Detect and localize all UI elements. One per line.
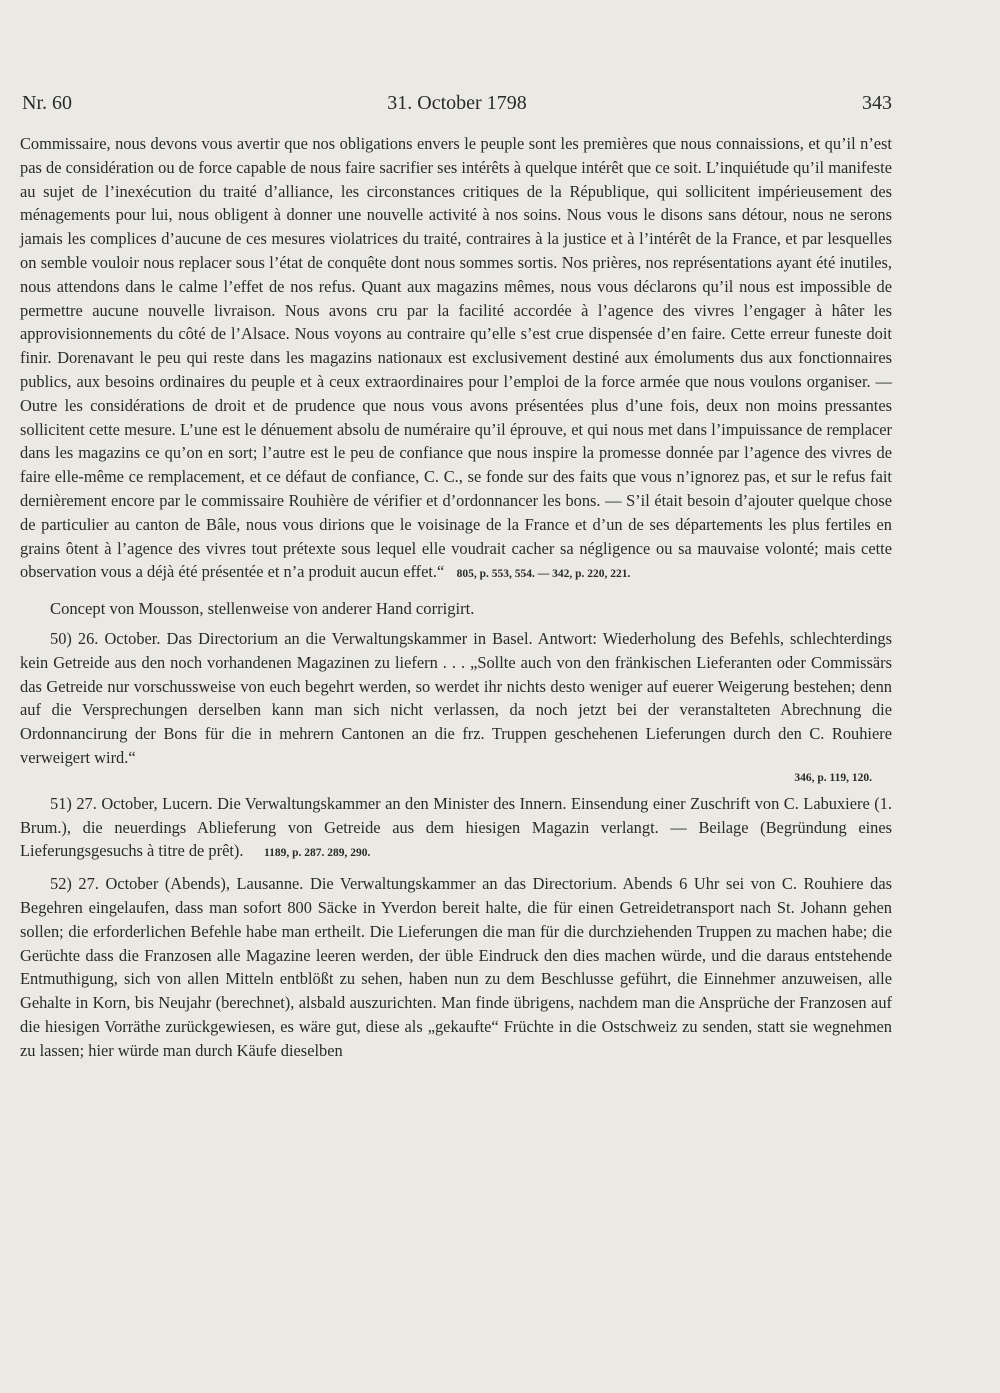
letter-text: Commissaire, nous devons vous avertir que nos obligations envers le peuple sont les premières que nous connaissions, et qu’il n’est pas de considération ou de force capable de nous faire sacrifier ses intérêts à quelque intérêt que ce soit. L’inquiétude qu’il manifeste au sujet de l’inexécution du traité d’alliance, les circonstances critiques de la République, qui sollicitent impérieusement des ménagements pour lui, nous obligent à donner une nouvelle activité à nos soins. Nous vous le disons sans détour, nous ne serons jamais les complices d’aucune de ces mesures violatrices du traité, contraires à la justice et à l’intérêt de la France, et par lesquelles on semble vouloir nous replacer sous l’état de conquête dont nous sommes sortis. Nos prières, nos représentations ayant été inutiles, nous attendons dans le calme l’effet de nos refus. Quant aux magazins mêmes, nous vous déclarons qu’il nous est impossible de permettre aucune nouvelle livraison. Nous avons cru par la facilité accordée à l’agence des vivres l’engager à hâter les approvisionnements du côté de l’Alsace. Nous voyons au contraire qu’elle s’est crue dispensée d’en faire. Cette erreur funeste doit finir. Dorenavant le peu qui reste dans les magazins nationaux est exclusivement destiné aux émoluments dus aux fonctionnaires publics, aux besoins ordinaires du peuple et à ceux extraordinaires pour l’emploi de la force armée que nous voulons organiser. — Outre les considérations de droit et de prudence que nous vous avons présentées plus d’une fois, deux non moins pressantes sollicitent cette mesure. L’une est le dénuement absolu de numéraire qu’il éprouve, et qui nous met dans l’impuissance de remplacer dans les magazins ce qu’on en sort; l’autre est le peu de confiance que nous inspire la promesse donnée par l’agence des vivres de faire elle-même ce remplacement, et ce défaut de confiance, C. C., se fonde sur des faits que vous n’ignorez pas, et sur le refus fait dernièrement encore par le commissaire Rouhière de vérifier et d’ordonnancer les bons. — S’il était besoin d’ajouter quelque chose de particulier au canton de Bâle, nous vous dirions que le voisinage de la France et d’un de ses départements les plus fertiles en grains ôtent à l’agence des vivres tout prétexte sous lequel elle voudrait cacher sa négligence ou sa mauvaise volonté; mais cette observation vous a déjà été présentée et n’a produit aucun effet.“ [20,134,892,582]
document-number: Nr. 60 [22,92,72,114]
entry-51-reference: 1189, p. 287. 289, 290. [263,847,371,860]
entry-52: 52) 27. October (Abends), Lausanne. Die Verwaltungskammer an das Directorium. Abends 6 Uhr sei von C. Rouhiere das Begehren eingelaufen, dass man sofort 800 Säcke in Yverdon bereit halte, die für einen Getreidetransport nach St. Johann gehen sollen; die erforderlichen Befehle habe man ertheilt. Die Lieferungen die man für die durchziehenden Truppen zu machen habe; die Gerüchte dass die Franzosen alle Magazine leeren werden, der üble Eindruck den dies machen würde, und die daraus entstehende Entmuthigung, sich von allen Mitteln entblößt zu sehen, haben nun zu dem Beschlusse geführt, die Einnehmer anzuweisen, alle Gehalte in Korn, bis Neujahr (berechnet), alsbald auszurichten. Man finde übrigens, nachdem man die Ansprüche der Franzosen auf die hiesigen Vorräthe zurückgewiesen, es wäre gut, diese als „gekaufte“ Früchte in die Ostschweiz zu senden, statt sie wegnehmen zu lassen; hier würde man durch Käufe dieselben [20,874,892,1060]
concept-note: Concept von Mousson, stellenweise von anderer Hand corrigirt. [50,599,475,619]
header-date: 31. October 1798 [387,92,527,114]
page-number: 343 [862,92,892,114]
entry-50-reference: 346, p. 119, 120. [794,771,872,784]
page-header [22,92,892,120]
letter-paragraph [20,132,892,587]
letter-reference: 805, p. 553, 554. — 342, p. 220, 221. [456,568,631,581]
page-body [20,132,892,1062]
entry-51-text: 51) 27. October, Lucern. Die Verwaltungskammer an den Minister des Innern. Einsendung einer Zuschrift von C. Labuxiere (1. Brum.), die neuerdings Ablieferung von Getreide aus dem hiesigen Magazin verlangt. — Beilage (Begründung eines Lieferungsgesuchs à titre de prêt). [20,793,892,861]
entry-50: 50) 26. October. Das Directorium an die Verwaltungskammer in Basel. Antwort: Wiederholung des Befehls, schlechterdings kein Getreide aus den noch vorhandenen Magazinen zu liefern . . . „Sollte auch von den fränkischen Lieferanten oder Commissärs das Getreide nur vorschussweise von euch begehrt werden, so werdet ihr nichts desto weniger auf euerer Weigerung bestehen; denn auf die Versprechungen derselben kann man sich nicht verlassen, da noch jetzt bei der veranstalteten Abrechnung die Ordonnancirung der Bons für die in mehrern Cantonen an die frz. Truppen geschehenen Lieferungen durch den C. Rouhiere verweigert wird.“ [20,628,892,767]
entry-51 [20,792,892,866]
